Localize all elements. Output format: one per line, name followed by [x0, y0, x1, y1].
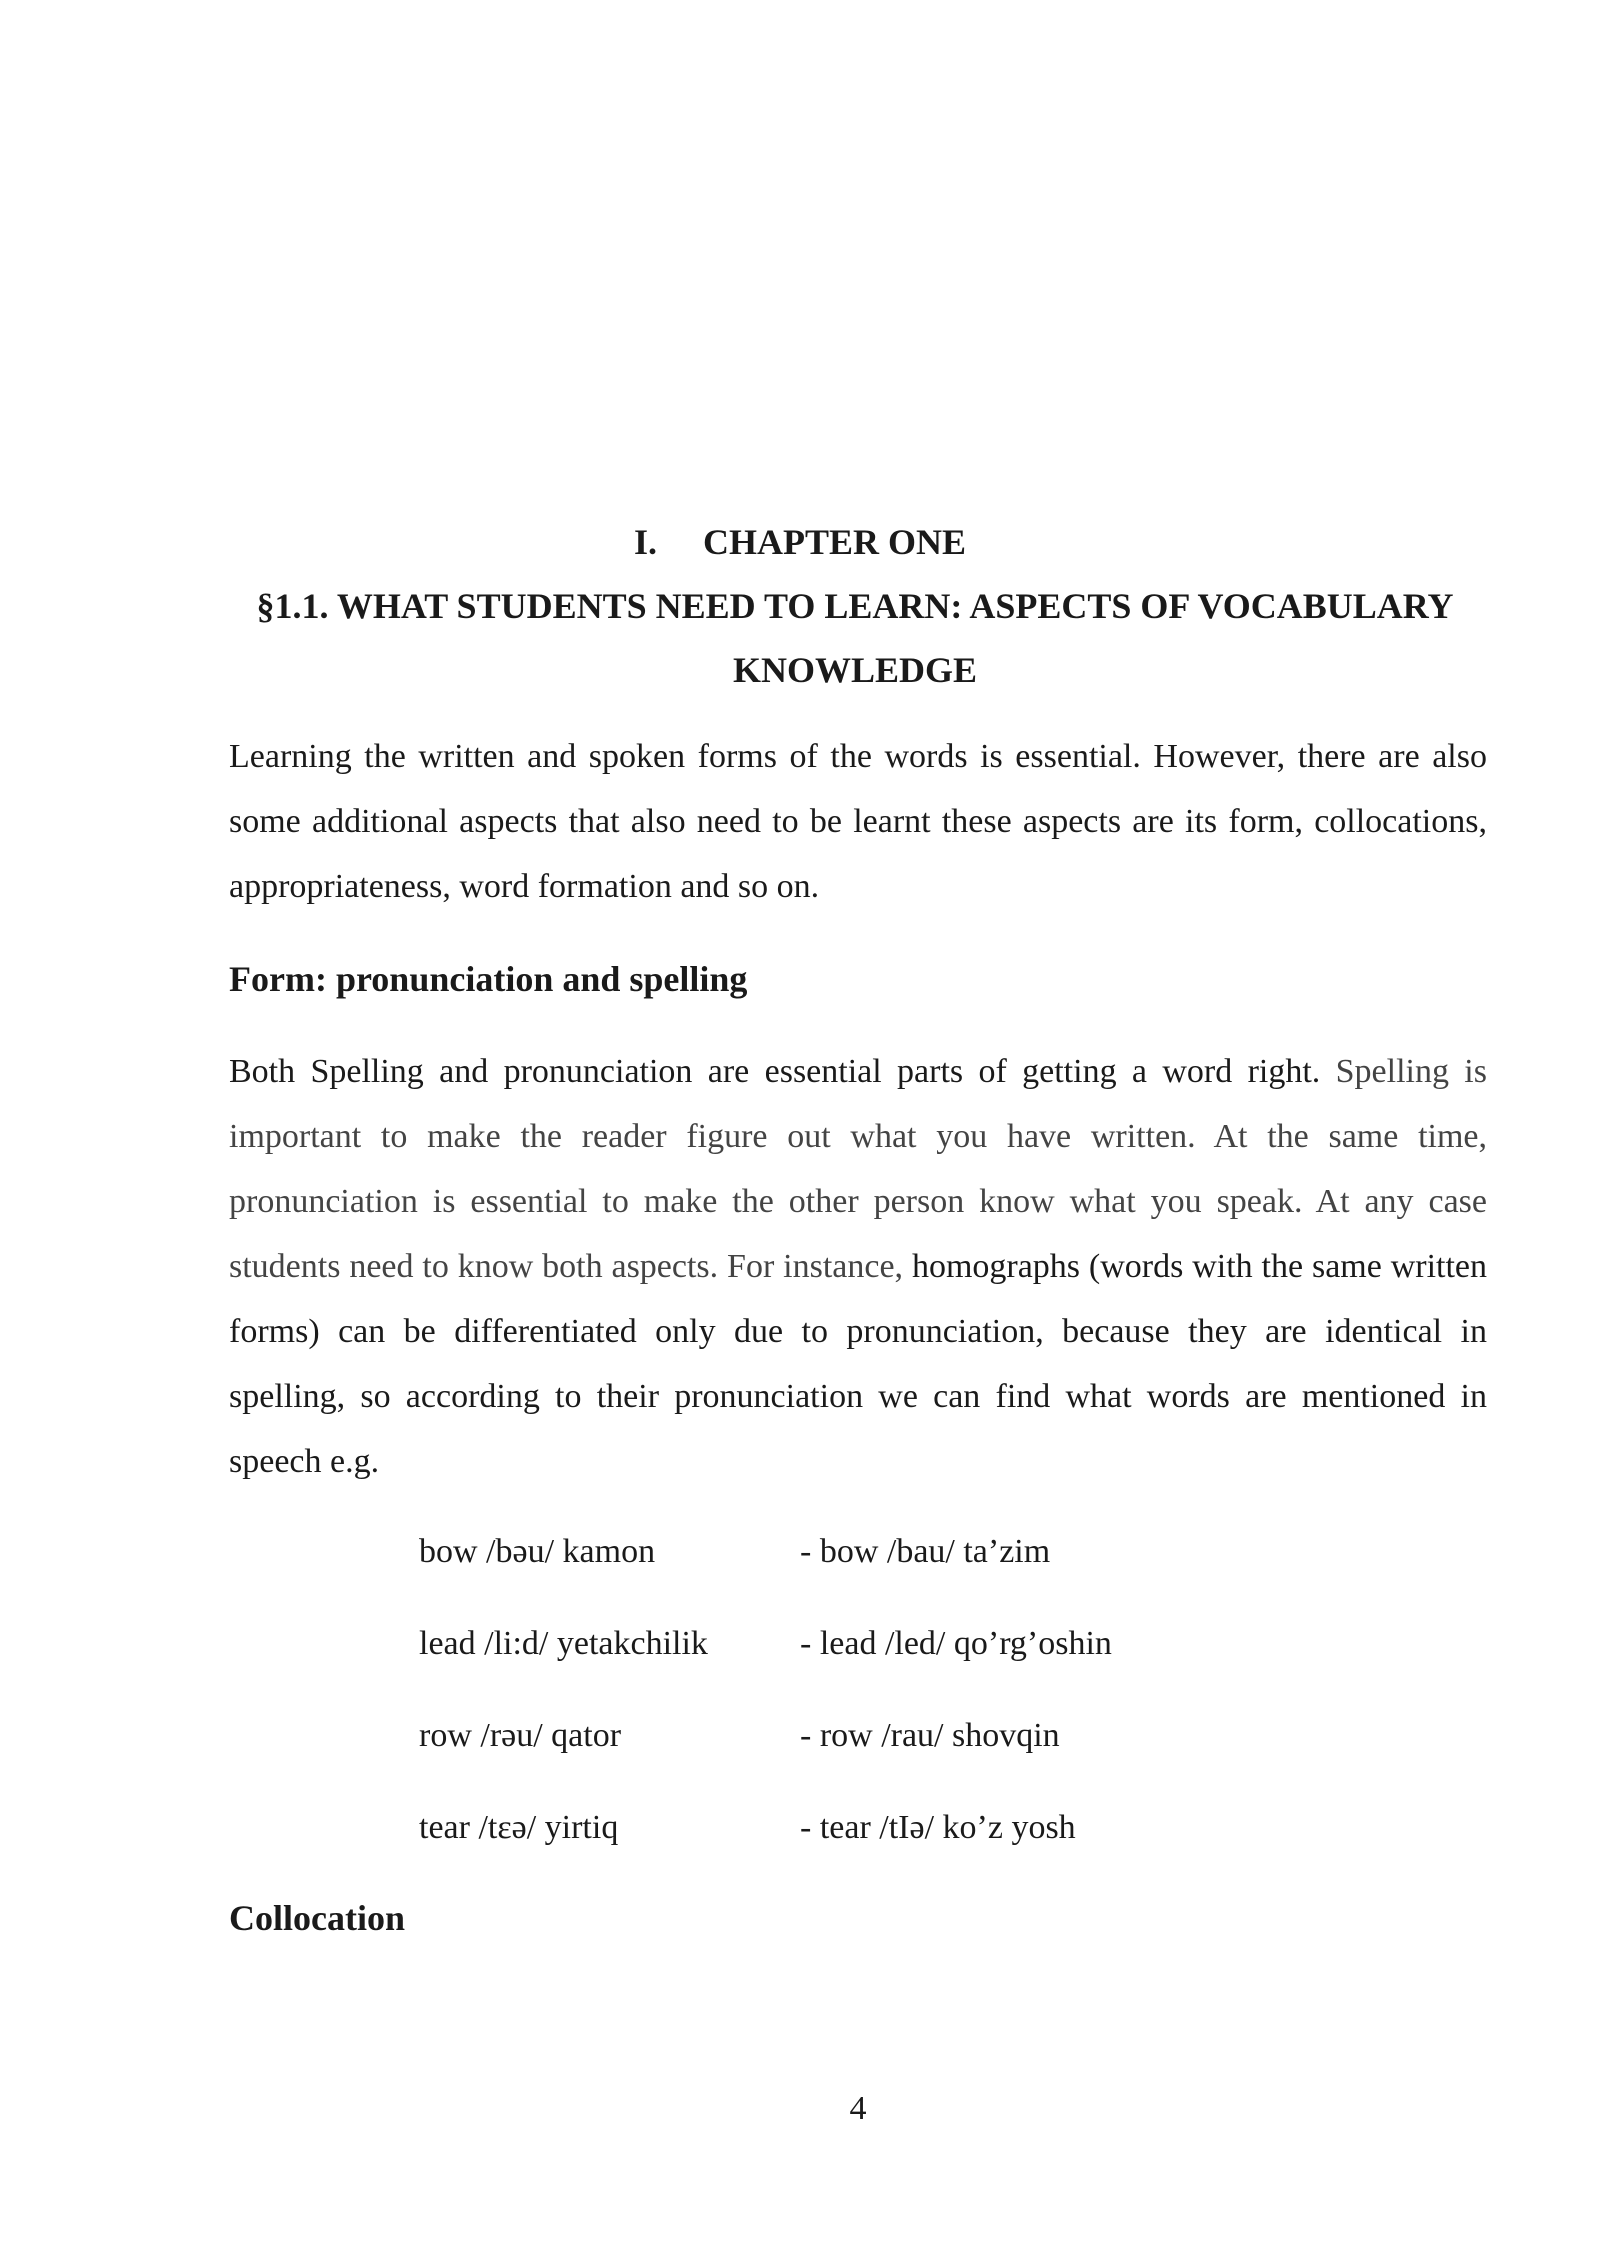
- chapter-heading: [0, 510, 1600, 574]
- chapter-title: CHAPTER ONE: [702, 522, 967, 562]
- intro-paragraph: Learning the written and spoken forms of the words is essential. However, there are also some additional aspects that also need to be learnt these aspects are its form, collocations, appropriateness, word formation and so on.: [229, 738, 1487, 905]
- chapter-numeral: I.: [633, 522, 657, 562]
- form-paragraph-part3: homographs (words with the same written forms) can be differentiated only due to pronunciation, because they are identical in spelling, so according to their pronunciation we can find what words are mentioned in speech e.g.: [229, 1248, 1488, 1480]
- form-heading: Form: pronunciation and spelling: [229, 959, 748, 999]
- example-right: - lead /led/ qo’rg’oshin: [800, 1625, 1112, 1662]
- homograph-examples: [419, 1522, 1112, 1890]
- form-paragraph: [229, 1039, 1487, 1494]
- example-row: [419, 1522, 1112, 1614]
- example-left: bow /bəu/ kamon: [419, 1533, 656, 1570]
- example-right: - row /rau/ shovqin: [800, 1717, 1060, 1754]
- example-left: tear /tεə/ yirtiq: [419, 1809, 619, 1846]
- form-paragraph-part1: Both Spelling and pronunciation are essential parts of getting a word right.: [229, 1053, 1321, 1090]
- example-right: - bow /bau/ ta’zim: [800, 1533, 1051, 1570]
- page-number: 4: [849, 2090, 867, 2127]
- section-title: §1.1. WHAT STUDENTS NEED TO LEARN: ASPECTS OF VOCABULARY KNOWLEDGE: [256, 586, 1454, 690]
- form-paragraph-part2: Spelling is important to make the reader figure out what you have written. At the same time, pronunciation is essential to make the other person know what you speak. At any case students need to know both aspects. For instance,: [229, 1053, 1487, 1285]
- example-row: [419, 1614, 1112, 1706]
- example-left: lead /li:d/ yetakchilik: [419, 1625, 708, 1662]
- example-row: [419, 1706, 1112, 1798]
- example-row: [419, 1798, 1112, 1890]
- collocation-heading: Collocation: [229, 1898, 405, 1938]
- example-left: row /rəu/ qator: [419, 1717, 622, 1754]
- example-right: - tear /tIə/ ko’z yosh: [800, 1809, 1076, 1846]
